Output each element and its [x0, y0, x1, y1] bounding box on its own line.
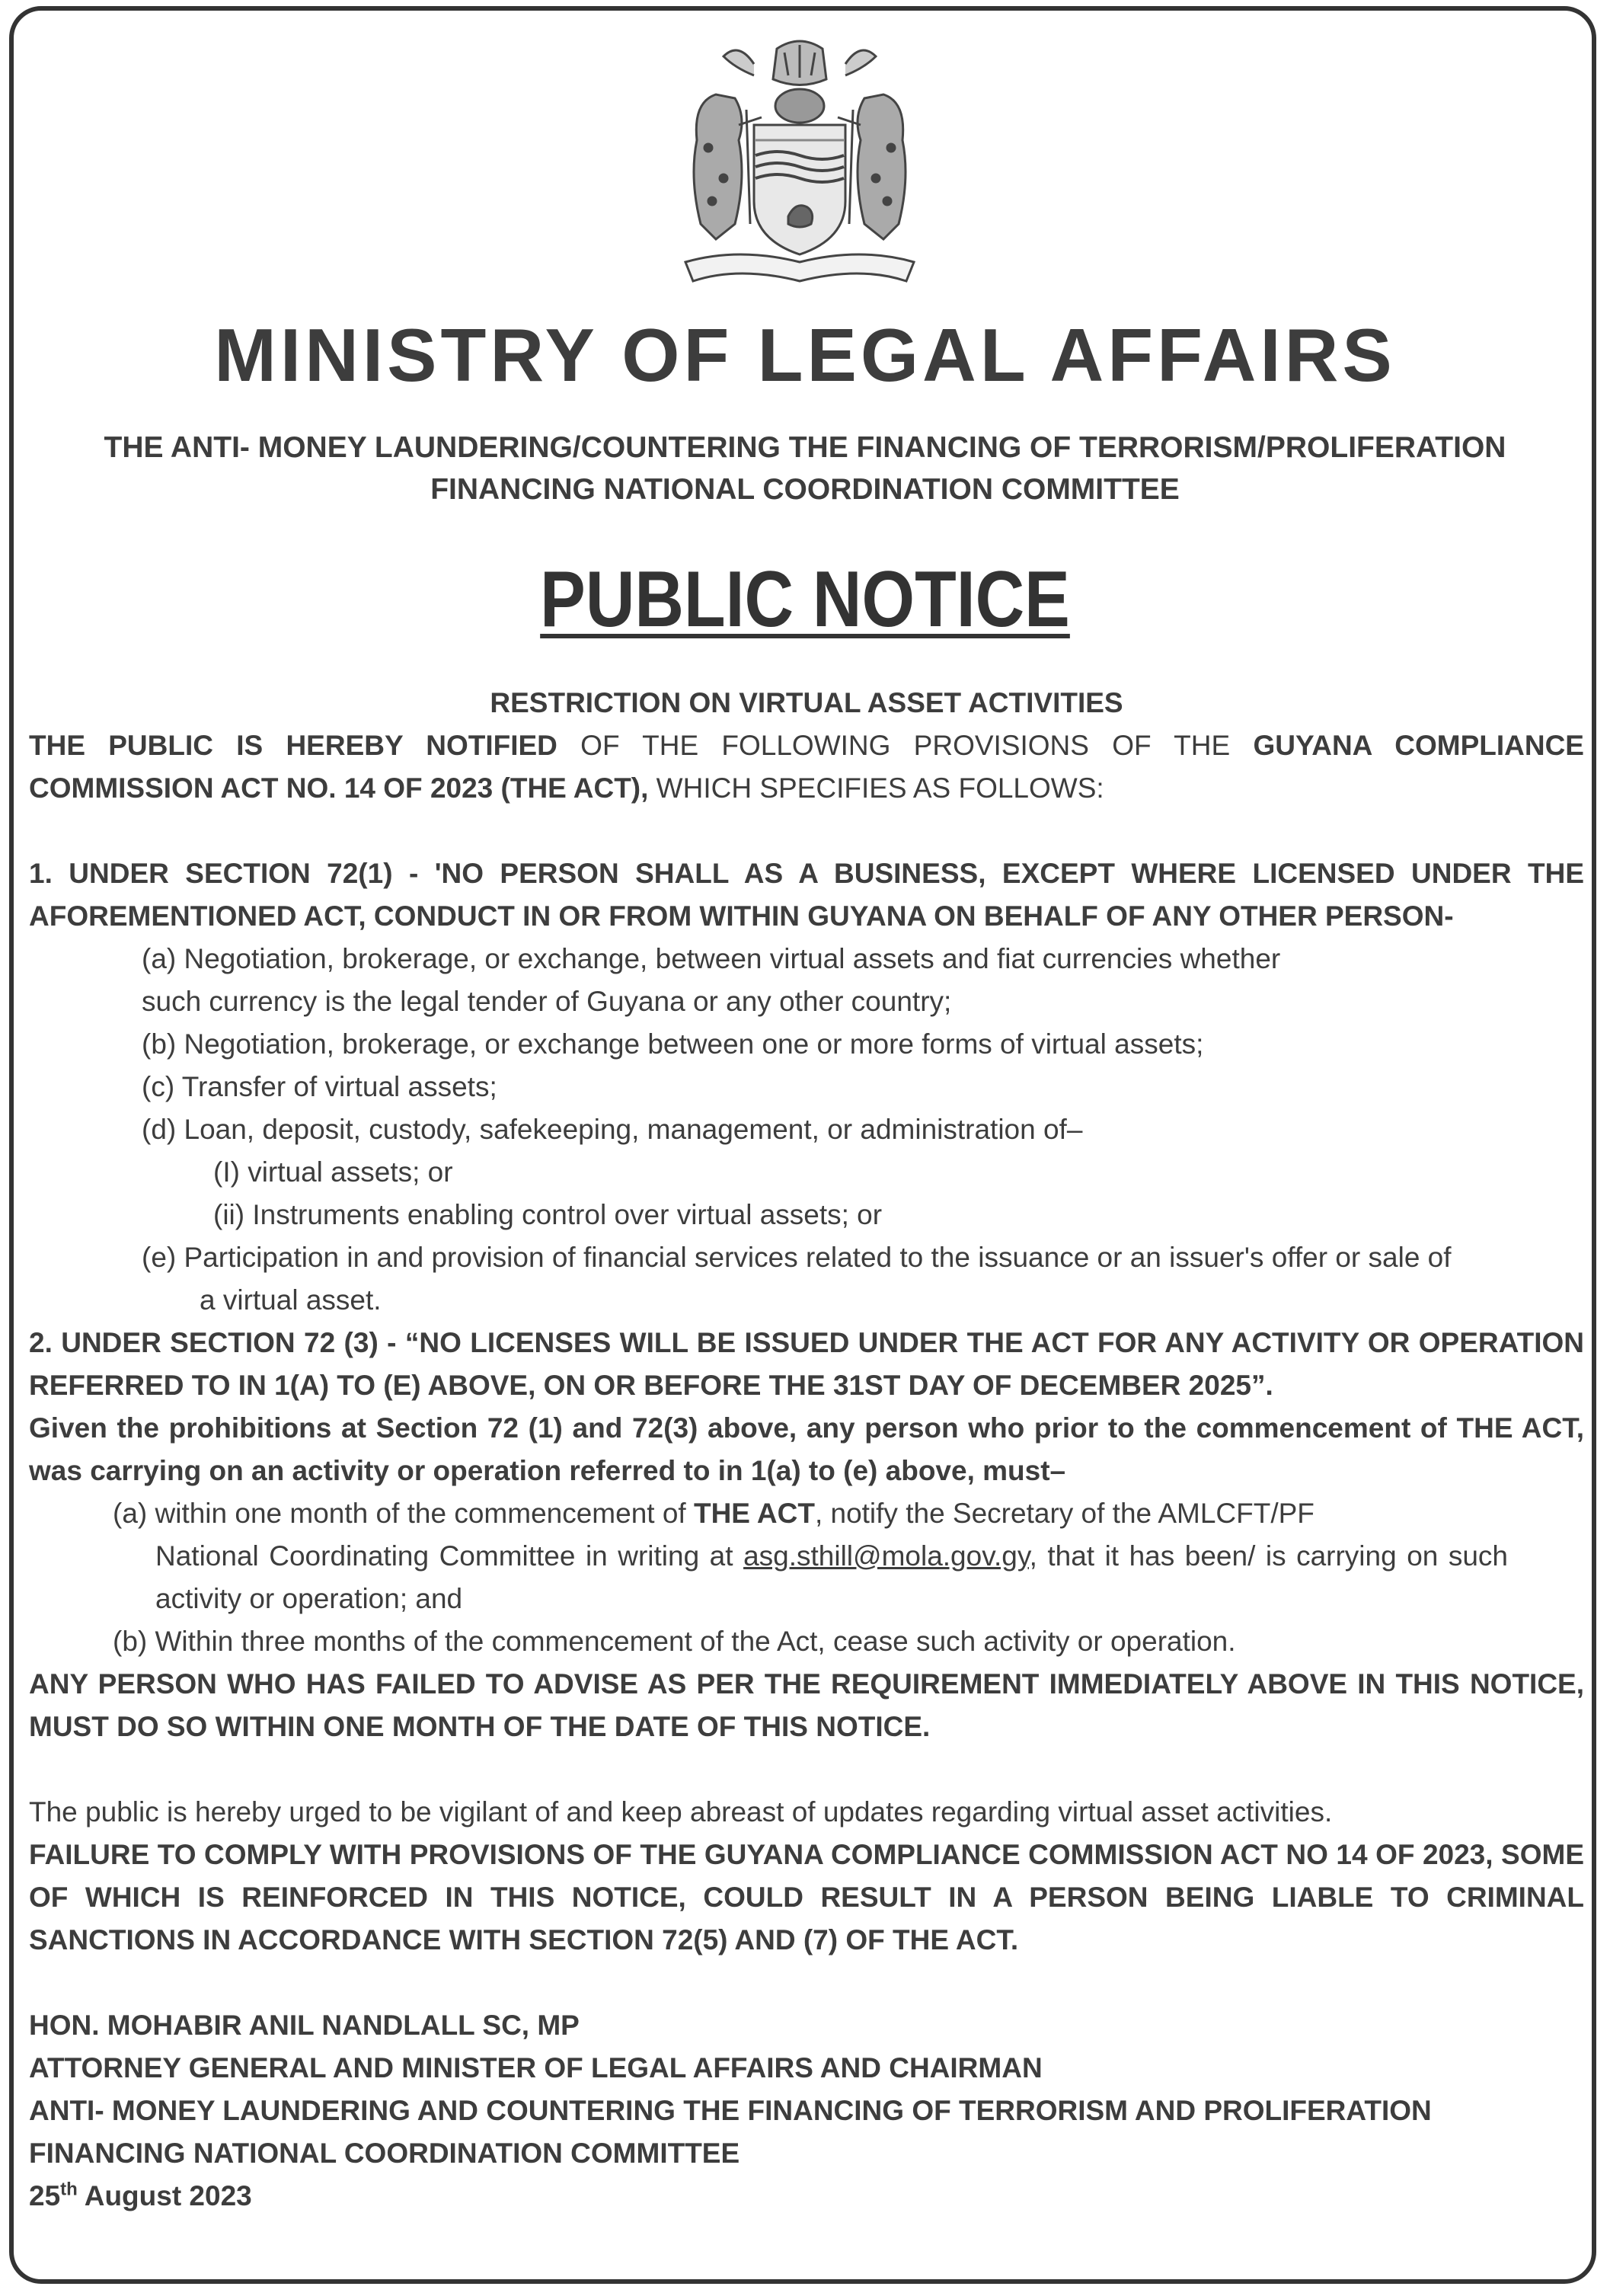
section2-warning: ANY PERSON WHO HAS FAILED TO ADVISE AS PER THE REQUIREMENT IMMEDIATELY ABOVE IN THIS NOTICE, MUST DO SO WITHIN ONE MONTH OF THE DATE OF THIS NOTICE.: [29, 1668, 1584, 1742]
section1-item-d: (d) Loan, deposit, custody, safekeeping, management, or administration of–: [142, 1114, 1083, 1145]
section1-item-d-i: (I) virtual assets; or: [213, 1156, 453, 1188]
section2-heading: 2. UNDER SECTION 72 (3) - “NO LICENSES WILL BE ISSUED UNDER THE ACT FOR ANY ACTIVITY OR OPERATION REFERRED TO IN 1(A) TO (E) ABOVE, ON OR BEFORE THE 31ST DAY OF DECEMBER 2025”.: [29, 1327, 1584, 1401]
committee-header: [61, 427, 1549, 510]
section2-item-a-cont-pre: National Coordinating Committee in writing at: [155, 1540, 744, 1572]
section2-item-a-cont-post: that it has been/ is carrying on such activity or operation; and: [155, 1540, 1509, 1614]
intro-bold-2: GUYANA COMPLIANCE COMMISSION ACT NO. 14 OF 2023 (THE ACT),: [29, 730, 1584, 804]
section1-item-d-ii: (ii) Instruments enabling control over virtual assets; or: [213, 1199, 883, 1230]
secretary-email-link[interactable]: asg.sthill@mola.gov.gy,: [743, 1540, 1037, 1572]
ministry-title: MINISTRY OF LEGAL AFFAIRS: [214, 313, 1396, 397]
notice-title-text: PUBLIC NOTICE: [540, 555, 1070, 644]
intro-text-1: OF THE FOLLOWING PROVISIONS OF THE: [557, 730, 1254, 761]
section2-item-a: [29, 1492, 1584, 1535]
notice-title: [113, 555, 1497, 645]
section1-item-e-line1: (e) Participation in and provision of financial services related to the issuance or an issuer's offer or sale of: [142, 1242, 1452, 1273]
date-rest: August 2023: [77, 2180, 252, 2211]
committee-line-1: THE ANTI- MONEY LAUNDERING/COUNTERING THE FINANCING OF TERRORISM/PROLIFERATION: [104, 431, 1506, 464]
signatory-committee-line1: ANTI- MONEY LAUNDERING AND COUNTERING THE FINANCING OF TERRORISM AND PROLIFERATION: [29, 2095, 1432, 2126]
intro-paragraph: [29, 724, 1584, 810]
signatory-name: HON. MOHABIR ANIL NANDLALL SC, MP: [29, 2010, 580, 2041]
signatory-committee-line2: FINANCING NATIONAL COORDINATION COMMITTEE: [29, 2138, 740, 2169]
closing-urge: The public is hereby urged to be vigilant of and keep abreast of updates regarding virtual asset activities.: [29, 1796, 1333, 1828]
notice-date: [29, 2175, 1584, 2218]
notice-body: [29, 682, 1584, 2218]
intro-text-2: WHICH SPECIFIES AS FOLLOWS:: [648, 772, 1104, 804]
date-day: 25: [29, 2180, 61, 2211]
committee-line-2: FINANCING NATIONAL COORDINATION COMMITTEE: [430, 473, 1180, 506]
signatory-role: ATTORNEY GENERAL AND MINISTER OF LEGAL AFFAIRS AND CHAIRMAN: [29, 2052, 1043, 2083]
section1-item-b: (b) Negotiation, brokerage, or exchange between one or more forms of virtual assets;: [142, 1028, 1204, 1060]
section2-item-b: (b) Within three months of the commencement of the Act, cease such activity or operation.: [113, 1626, 1236, 1657]
section1-item-a-line2: such currency is the legal tender of Guyana or any other country;: [142, 986, 952, 1017]
closing-failure: FAILURE TO COMPLY WITH PROVISIONS OF THE GUYANA COMPLIANCE COMMISSION ACT NO 14 OF 2023, SOME OF WHICH IS REINFORCED IN THIS NOTICE, COULD RESULT IN A PERSON BEING LIABLE TO CRIMINAL SANCTIONS IN ACCORDANCE WITH SECTION 72(5) AND (7) OF THE ACT.: [29, 1839, 1584, 1955]
section2-item-a-pre: (a) within one month of the commencement of: [113, 1498, 694, 1529]
intro-bold-1: THE PUBLIC IS HEREBY NOTIFIED: [29, 730, 557, 761]
date-suffix: th: [60, 2179, 78, 2200]
section1-item-e-line2: a virtual asset.: [200, 1284, 382, 1316]
section1-item-a-line1: (a) Negotiation, brokerage, or exchange, between virtual assets and fiat currencies whether: [142, 943, 1281, 974]
notice-subject: RESTRICTION ON VIRTUAL ASSET ACTIVITIES: [490, 687, 1123, 718]
section2-item-a-cont: [29, 1535, 1584, 1620]
section2-given: Given the prohibitions at Section 72 (1) and 72(3) above, any person who prior to the commencement of THE ACT, was carrying on an activity or operation referred to in 1(a) to (e) above, must–: [29, 1412, 1584, 1486]
coat-of-arms-icon: [663, 34, 937, 285]
section1-heading: 1. UNDER SECTION 72(1) - 'NO PERSON SHALL AS A BUSINESS, EXCEPT WHERE LICENSED UNDER THE AFOREMENTIONED ACT, CONDUCT IN OR FROM WITHIN GUYANA ON BEHALF OF ANY OTHER PERSON-: [29, 858, 1584, 932]
section2-item-a-post: , notify the Secretary of the AMLCFT/PF: [814, 1498, 1315, 1529]
section1-item-c: (c) Transfer of virtual assets;: [142, 1071, 497, 1102]
section2-item-a-bold: THE ACT: [693, 1498, 815, 1529]
